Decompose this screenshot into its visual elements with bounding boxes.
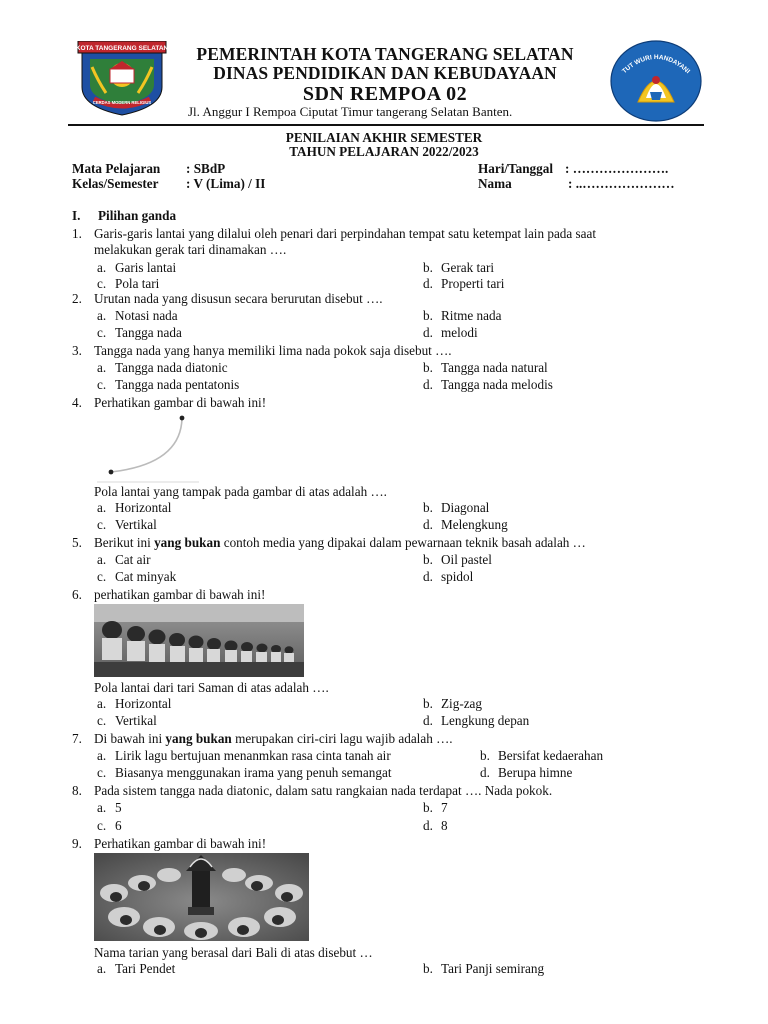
option-d: d. Berupa himne xyxy=(480,765,573,780)
section-number: I. xyxy=(72,208,81,223)
option-a: a. 5 xyxy=(97,800,122,815)
question-text: perhatikan gambar di bawah ini! xyxy=(94,587,266,602)
option-a: a. Tari Pendet xyxy=(97,961,176,976)
option-a: a. Garis lantai xyxy=(97,260,177,275)
option-b: b. 7 xyxy=(423,800,448,815)
question-number: 8. xyxy=(72,783,82,798)
question-number: 4. xyxy=(72,395,82,410)
name-value: : ..………………… xyxy=(568,176,675,191)
name-label: Nama xyxy=(478,176,512,191)
date-value: : …………………. xyxy=(565,161,669,176)
school-address: Jl. Anggur I Rempoa Ciputat Timur tangerang Selatan Banten. xyxy=(188,104,513,119)
bali-dance-photo xyxy=(94,853,309,941)
option-a: a. Notasi nada xyxy=(97,308,178,323)
option-b: b. Tari Panji semirang xyxy=(423,961,545,976)
question-8 xyxy=(72,783,552,799)
section-heading xyxy=(72,208,176,224)
option-a: a. Tangga nada diatonic xyxy=(97,360,228,375)
question-number: 6. xyxy=(72,587,82,602)
class-label: Kelas/Semester xyxy=(72,176,159,191)
question-text: Urutan nada yang disusun secara berurutan disebut …. xyxy=(94,291,383,306)
question-text: Pada sistem tangga nada diatonic, dalam satu rangkaian nada terdapat …. Nada pokok. xyxy=(94,783,553,798)
option-b: b. Ritme nada xyxy=(423,308,502,323)
question-5: 5. Berikut ini yang bukan contoh media yang dipakai dalam pewarnaan teknik basah adalah … xyxy=(72,535,586,550)
option-d: d. Melengkung xyxy=(423,517,508,532)
exam-title xyxy=(0,131,768,159)
option-b: b. Oil pastel xyxy=(423,552,492,567)
option-c: c. Tangga nada xyxy=(97,325,182,340)
question-number: 1. xyxy=(72,226,82,241)
option-c: c. Tangga nada pentatonis xyxy=(97,377,240,392)
option-c: c. 6 xyxy=(97,818,122,833)
question-6 xyxy=(72,587,265,603)
question-number: 3. xyxy=(72,343,82,358)
dept-name: DINAS PENDIDIKAN DAN KEBUDAYAAN xyxy=(213,63,557,83)
class-value: : V (Lima) / II xyxy=(186,176,266,191)
question-1 xyxy=(72,226,596,258)
floor-pattern-figure xyxy=(93,412,203,484)
question-6-prompt: Pola lantai dari tari Saman di atas adalah …. xyxy=(94,680,329,695)
option-c: c. Vertikal xyxy=(97,517,157,532)
option-a: a. Horizontal xyxy=(97,500,172,515)
question-text: Perhatikan gambar di bawah ini! xyxy=(94,395,267,410)
option-d: d. Properti tari xyxy=(423,276,505,291)
school-name: SDN REMPOA 02 xyxy=(302,83,468,105)
exam-title-line1: PENILAIAN AKHIR SEMESTER xyxy=(285,130,483,145)
option-a: a. Horizontal xyxy=(97,696,172,711)
option-a: a. Lirik lagu bertujuan menanmkan rasa cinta tanah air xyxy=(97,748,391,763)
option-b: b. Gerak tari xyxy=(423,260,495,275)
question-3 xyxy=(72,343,452,359)
subject-value: : SBdP xyxy=(186,161,226,176)
date-label: Hari/Tanggal xyxy=(478,161,553,176)
saman-dance-photo xyxy=(94,604,304,677)
gov-name: PEMERINTAH KOTA TANGERANG SELATAN xyxy=(196,44,574,64)
option-d: d. 8 xyxy=(423,818,448,833)
question-9-prompt: Nama tarian yang berasal dari Bali di atas disebut … xyxy=(94,945,373,960)
option-b: b. Bersifat kedaerahan xyxy=(480,748,604,763)
name-row xyxy=(478,176,675,191)
question-number: 5. xyxy=(72,535,82,550)
svg-text:CERDAS MODERN RELIGIUS: CERDAS MODERN RELIGIUS xyxy=(92,100,152,105)
subject-row xyxy=(72,161,225,176)
option-d: d. Lengkung depan xyxy=(423,713,530,728)
date-row xyxy=(478,161,668,176)
question-2 xyxy=(72,291,383,307)
header-divider xyxy=(68,124,704,126)
question-text-cont: melakukan gerak tari dinamakan …. xyxy=(94,242,287,257)
emphasis-text: yang bukan xyxy=(165,731,232,746)
class-row xyxy=(72,176,265,191)
emphasis-text: yang bukan xyxy=(154,535,221,550)
question-number: 9. xyxy=(72,836,82,851)
option-d: d. spidol xyxy=(423,569,474,584)
question-9 xyxy=(72,836,266,852)
tangsel-logo xyxy=(76,41,168,117)
option-b: b. Zig-zag xyxy=(423,696,483,711)
option-b: b. Tangga nada natural xyxy=(423,360,548,375)
option-c: c. Biasanya menggunakan irama yang penuh semangat xyxy=(97,765,392,780)
option-c: c. Vertikal xyxy=(97,713,157,728)
letterhead-text xyxy=(170,44,600,119)
question-number: 2. xyxy=(72,291,82,306)
question-4-prompt: Pola lantai yang tampak pada gambar di atas adalah …. xyxy=(94,484,387,499)
question-7: 7. Di bawah ini yang bukan merupakan ciri-ciri lagu wajib adalah …. xyxy=(72,731,453,746)
question-4 xyxy=(72,395,266,411)
option-d: d. Tangga nada melodis xyxy=(423,377,553,392)
subject-label: Mata Pelajaran xyxy=(72,161,161,176)
option-a: a. Cat air xyxy=(97,552,151,567)
letterhead xyxy=(0,0,768,128)
exam-title-line2: TAHUN PELAJARAN 2022/2023 xyxy=(289,144,479,159)
svg-text:TUT WURI HANDAYANI: TUT WURI HANDAYANI xyxy=(621,53,692,76)
option-c: c. Pola tari xyxy=(97,276,160,291)
svg-text:KOTA TANGERANG SELATAN: KOTA TANGERANG SELATAN xyxy=(76,45,168,52)
section-title: Pilihan ganda xyxy=(98,208,177,223)
question-text: Perhatikan gambar di bawah ini! xyxy=(94,836,267,851)
question-text: Tangga nada yang hanya memiliki lima nada pokok saja disebut …. xyxy=(94,343,452,358)
option-c: c. Cat minyak xyxy=(97,569,177,584)
option-d: d. melodi xyxy=(423,325,478,340)
option-b: b. Diagonal xyxy=(423,500,490,515)
question-text: Garis-garis lantai yang dilalui oleh penari dari perpindahan tempat satu ketempat lain pada saat xyxy=(94,226,597,241)
tut-wuri-handayani-logo xyxy=(610,40,702,122)
question-number: 7. xyxy=(72,731,82,746)
